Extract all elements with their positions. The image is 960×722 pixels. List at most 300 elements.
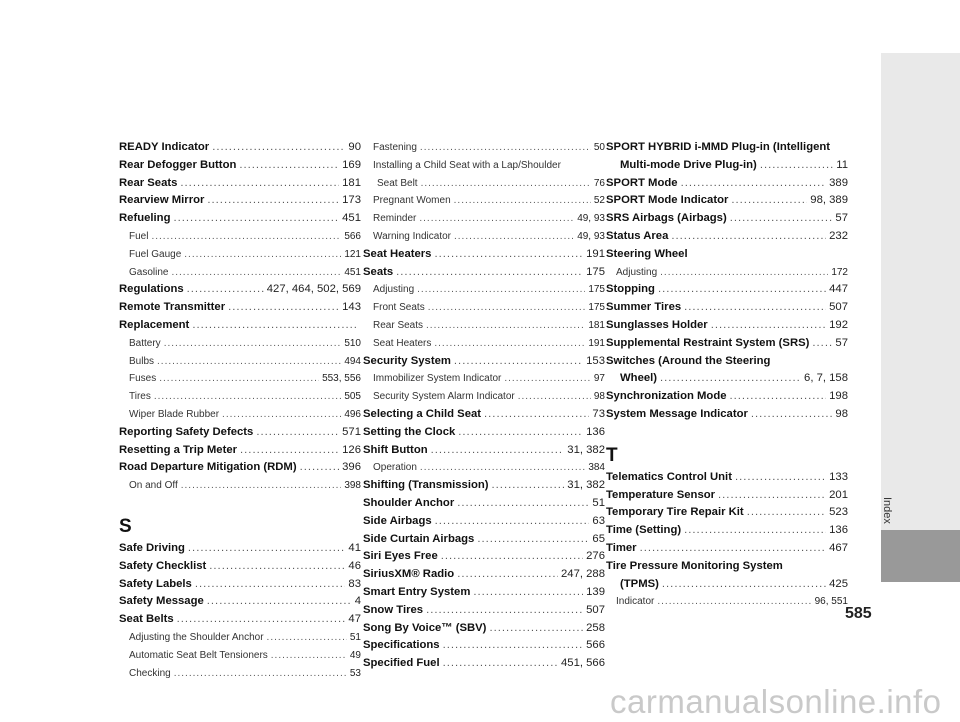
index-entry[interactable] (119, 424, 361, 442)
index-entry[interactable] (363, 655, 605, 673)
index-subentry[interactable] (119, 388, 361, 406)
leader-dots (192, 317, 358, 335)
entry-text: Safety Checklist (119, 559, 207, 572)
leader-dots (751, 406, 833, 424)
entry-text: Siri Eyes Free (363, 550, 438, 563)
entry-text: READY Indicator (119, 141, 210, 153)
leader-dots (731, 192, 807, 210)
index-entry[interactable] (363, 513, 605, 531)
leader-dots (428, 299, 586, 317)
entry-page-ref[interactable]: 57 (835, 336, 848, 349)
index-subentry[interactable] (363, 157, 605, 175)
entry-text: Safe Driving (119, 541, 185, 554)
leader-dots (457, 566, 558, 584)
leader-dots (518, 388, 591, 406)
entry-page-ref[interactable]: 507 (829, 301, 848, 314)
index-entry[interactable] (119, 540, 361, 558)
entry-page-ref[interactable]: 50 (593, 142, 605, 153)
entry-text: Selecting a Child Seat (363, 407, 482, 420)
index-subentry[interactable] (119, 629, 361, 647)
index-entry[interactable] (119, 576, 361, 594)
index-entry[interactable] (363, 264, 605, 282)
entry-page-ref[interactable]: 98 (593, 391, 605, 403)
entry-page-ref[interactable]: 505 (344, 391, 361, 403)
entry-page-ref[interactable]: 571 (342, 425, 361, 438)
entry-text: Specifications (363, 639, 440, 652)
entry-text: Rear Defogger Button (119, 158, 237, 171)
entry-page-ref[interactable]: 181 (588, 319, 605, 331)
entry-text: Wiper Blade Rubber (129, 408, 220, 420)
entry-page-ref[interactable]: 49, 93 (577, 213, 605, 225)
index-entry[interactable] (363, 566, 605, 584)
entry-page-ref[interactable]: 510 (344, 337, 361, 349)
entry-text: Regulations (119, 283, 184, 296)
entry-page-ref[interactable]: 175 (586, 265, 605, 278)
entry-page-ref[interactable]: 41 (348, 541, 361, 554)
leader-dots (484, 406, 589, 424)
entry-page-ref[interactable]: 191 (586, 247, 605, 260)
entry-page-ref[interactable]: 447 (829, 283, 848, 296)
entry-page-ref[interactable]: 494 (344, 355, 361, 367)
index-subentry[interactable] (119, 246, 361, 264)
entry-page-ref[interactable]: 389 (829, 176, 848, 189)
entry-page-ref[interactable]: 451 (342, 212, 361, 225)
entry-text: Replacement (119, 318, 190, 331)
entry-text: Song By Voice™ (SBV) (363, 621, 487, 634)
leader-dots (441, 548, 583, 566)
index-subentry[interactable] (363, 459, 605, 477)
entry-text: Smart Entry System (363, 585, 471, 598)
entry-text: On and Off (129, 480, 178, 492)
leader-dots (735, 469, 826, 487)
leader-dots (173, 210, 339, 228)
leader-dots (417, 281, 585, 299)
entry-page-ref[interactable]: 198 (829, 390, 848, 403)
index-subentry[interactable] (363, 175, 605, 193)
index-entry[interactable] (119, 317, 361, 335)
entry-text: Safety Labels (119, 577, 192, 590)
index-column-1 (119, 139, 361, 682)
entry-text: Supplemental Restraint System (SRS) (606, 336, 810, 349)
index-entry[interactable] (363, 246, 605, 264)
index-entry[interactable] (119, 611, 361, 629)
index-entry[interactable] (119, 459, 361, 477)
index-entry[interactable] (606, 576, 848, 594)
index-subentry[interactable] (363, 388, 605, 406)
leader-dots (443, 655, 558, 673)
index-entry[interactable] (606, 558, 848, 576)
entry-text: Remote Transmitter (119, 301, 226, 314)
entry-text: Safety Message (119, 595, 204, 608)
leader-dots (207, 192, 339, 210)
entry-page-ref[interactable]: 65 (592, 532, 605, 545)
leader-dots (256, 424, 339, 442)
entry-page-ref[interactable]: 451 (344, 266, 361, 278)
entry-page-ref[interactable]: 496 (344, 408, 361, 420)
leader-dots (228, 299, 339, 317)
entry-text: Setting the Clock (363, 425, 456, 438)
entry-page-ref[interactable]: 247, 288 (561, 568, 605, 581)
entry-text: Temporary Tire Repair Kit (606, 506, 744, 519)
leader-dots (658, 281, 826, 299)
entry-text: Shift Button (363, 443, 428, 456)
leader-dots (396, 264, 583, 282)
index-entry[interactable] (363, 406, 605, 424)
leader-dots (180, 175, 339, 193)
entry-text: Steering Wheel (606, 247, 688, 260)
entry-page-ref[interactable]: 169 (342, 158, 361, 171)
entry-page-ref[interactable]: 31, 382 (567, 443, 605, 456)
leader-dots (730, 388, 827, 406)
index-entry[interactable] (606, 228, 848, 246)
entry-page-ref[interactable]: 46 (348, 559, 361, 572)
entry-text: Operation (373, 462, 417, 474)
entry-page-ref[interactable]: 90 (348, 141, 361, 153)
entry-page-ref[interactable]: 258 (586, 621, 605, 634)
index-subentry[interactable] (119, 665, 361, 683)
leader-dots (188, 540, 346, 558)
index-entry[interactable] (606, 192, 848, 210)
index-subentry[interactable] (606, 593, 848, 611)
index-entry[interactable] (606, 281, 848, 299)
entry-text: Fuel Gauge (129, 248, 182, 260)
index-subentry[interactable] (119, 264, 361, 282)
leader-dots (177, 611, 346, 629)
leader-dots (435, 513, 590, 531)
index-subentry[interactable] (363, 192, 605, 210)
entry-text: Fuses (129, 373, 157, 385)
leader-dots (454, 228, 574, 246)
entry-page-ref[interactable]: 136 (586, 425, 605, 438)
entry-page-ref[interactable]: 201 (829, 488, 848, 501)
leader-dots (154, 388, 341, 406)
leader-dots (684, 299, 826, 317)
leader-dots (426, 317, 585, 335)
entry-text: Checking (129, 667, 171, 679)
entry-text: Seat Belts (119, 613, 174, 626)
entry-page-ref[interactable]: 6, 7, 158 (804, 372, 848, 385)
index-entry[interactable] (606, 540, 848, 558)
entry-page-ref[interactable]: 276 (586, 550, 605, 563)
index-entry[interactable] (119, 157, 361, 175)
leader-dots (711, 317, 826, 335)
entry-page-ref[interactable]: 507 (586, 603, 605, 616)
entry-page-ref[interactable]: 47 (348, 613, 361, 626)
section-letter: T (606, 444, 618, 466)
entry-page-ref[interactable]: 49, 93 (577, 230, 605, 242)
entry-page-ref[interactable]: 98 (835, 407, 848, 420)
index-entry[interactable] (119, 175, 361, 193)
entry-page-ref[interactable]: 172 (831, 266, 848, 278)
entry-text: Specified Fuel (363, 657, 440, 670)
entry-text: SRS Airbags (Airbags) (606, 212, 727, 225)
index-entry[interactable] (606, 139, 848, 157)
index-entry[interactable] (363, 495, 605, 513)
index-entry[interactable] (363, 353, 605, 371)
entry-page-ref[interactable]: 181 (342, 176, 361, 189)
index-entry[interactable] (119, 210, 361, 228)
leader-dots (174, 665, 347, 683)
entry-page-ref[interactable]: 52 (593, 195, 605, 207)
index-subentry[interactable] (119, 228, 361, 246)
entry-text: Reminder (373, 213, 417, 225)
entry-text: Rear Seats (373, 319, 424, 331)
entry-page-ref[interactable]: 175 (588, 302, 605, 314)
index-entry[interactable] (606, 522, 848, 540)
entry-page-ref[interactable]: 566 (586, 639, 605, 652)
index-sidebar (881, 0, 960, 722)
leader-dots (812, 335, 832, 353)
index-entry[interactable] (606, 335, 848, 353)
leader-dots (419, 210, 574, 228)
entry-text: Gasoline (129, 266, 169, 278)
entry-page-ref[interactable]: 63 (592, 514, 605, 527)
leader-dots (457, 495, 589, 513)
index-entry[interactable] (363, 548, 605, 566)
leader-dots (504, 370, 591, 388)
leader-dots (671, 228, 826, 246)
entry-text: SPORT Mode (606, 176, 678, 189)
index-entry[interactable] (606, 210, 848, 228)
entry-text: Status Area (606, 229, 669, 242)
entry-page-ref[interactable]: 97 (593, 373, 605, 385)
index-subentry[interactable] (119, 406, 361, 424)
index-entry[interactable] (363, 424, 605, 442)
entry-text: Side Curtain Airbags (363, 532, 475, 545)
entry-page-ref[interactable]: 51 (592, 496, 605, 509)
entry-page-ref[interactable]: 121 (344, 248, 361, 260)
leader-dots (157, 353, 341, 371)
index-entry[interactable] (119, 593, 361, 611)
leader-dots (171, 264, 341, 282)
entry-text: Installing a Child Seat with a Lap/Shoulder (373, 159, 561, 171)
entry-text: Pregnant Women (373, 195, 451, 207)
leader-dots (267, 629, 347, 647)
entry-page-ref[interactable]: 467 (829, 541, 848, 554)
leader-dots (458, 424, 583, 442)
leader-dots (426, 602, 583, 620)
index-subentry[interactable] (119, 353, 361, 371)
index-entry[interactable] (606, 487, 848, 505)
entry-text: Warning Indicator (373, 230, 451, 242)
entry-page-ref[interactable]: 143 (342, 301, 361, 314)
entry-page-ref[interactable]: 76 (593, 177, 605, 189)
index-entry[interactable] (119, 442, 361, 460)
entry-page-ref[interactable]: 175 (588, 284, 605, 296)
entry-text: Snow Tires (363, 603, 424, 616)
index-entry[interactable] (119, 281, 361, 299)
index-entry[interactable] (363, 637, 605, 655)
leader-dots (492, 477, 565, 495)
entry-text: Fuel (129, 230, 149, 242)
leader-dots (222, 406, 341, 424)
leader-dots (271, 647, 347, 665)
index-entry[interactable] (606, 388, 848, 406)
entry-page-ref[interactable]: 396 (342, 461, 361, 474)
entry-text: Seat Heaters (373, 337, 432, 349)
entry-page-ref[interactable]: 153 (586, 354, 605, 367)
page-number: 585 (845, 605, 872, 622)
entry-page-ref[interactable]: 83 (348, 577, 361, 590)
index-subentry[interactable] (363, 281, 605, 299)
entry-text: Automatic Seat Belt Tensioners (129, 649, 268, 661)
entry-page-ref[interactable]: 96, 551 (814, 596, 848, 608)
leader-dots (434, 335, 585, 353)
entry-page-ref[interactable]: 133 (829, 470, 848, 483)
entry-text: Summer Tires (606, 301, 682, 314)
index-column-2 (363, 139, 605, 673)
leader-dots (657, 593, 811, 611)
entry-text: Refueling (119, 212, 171, 225)
entry-text: Tire Pressure Monitoring System (606, 559, 783, 572)
entry-text: Shifting (Transmission) (363, 479, 489, 492)
index-entry[interactable] (606, 469, 848, 487)
entry-text: System Message Indicator (606, 407, 748, 420)
entry-text: SPORT HYBRID i-MMD Plug-in (Intelligent (606, 141, 831, 153)
leader-dots (159, 370, 319, 388)
index-subentry[interactable] (606, 264, 848, 282)
leader-dots (431, 442, 565, 460)
entry-page-ref[interactable]: 51 (349, 631, 361, 643)
index-entry[interactable] (119, 558, 361, 576)
entry-page-ref[interactable]: 398 (344, 480, 361, 492)
leader-dots (240, 442, 339, 460)
leader-dots (421, 175, 591, 193)
leader-dots (207, 593, 352, 611)
index-subentry[interactable] (119, 647, 361, 665)
entry-page-ref[interactable]: 4 (354, 595, 361, 608)
entry-page-ref[interactable]: 57 (835, 212, 848, 225)
leader-dots (660, 264, 828, 282)
index-entry[interactable] (363, 477, 605, 495)
index-entry[interactable] (119, 139, 361, 157)
leader-dots (212, 139, 345, 157)
index-entry[interactable] (119, 192, 361, 210)
index-entry[interactable] (606, 353, 848, 371)
entry-text: Multi-mode Drive Plug-in) (620, 158, 757, 171)
leader-dots (187, 281, 264, 299)
index-entry[interactable] (606, 370, 848, 388)
index-entry[interactable] (606, 317, 848, 335)
leader-dots (195, 576, 346, 594)
entry-page-ref[interactable]: 384 (588, 462, 605, 474)
leader-dots (640, 540, 827, 558)
index-entry[interactable] (606, 299, 848, 317)
index-column-3 (606, 139, 848, 611)
watermark-text: carmanualsonline.info (610, 683, 942, 720)
entry-text: (TPMS) (620, 577, 659, 590)
leader-dots (730, 210, 833, 228)
index-subentry[interactable] (363, 317, 605, 335)
leader-dots (239, 157, 339, 175)
entry-page-ref[interactable]: 136 (829, 524, 848, 537)
entry-page-ref[interactable]: 523 (829, 506, 848, 519)
index-subentry[interactable] (363, 139, 605, 157)
leader-dots (473, 584, 583, 602)
index-subentry[interactable] (363, 210, 605, 228)
entry-page-ref[interactable]: 126 (342, 443, 361, 456)
sidebar-tab-background (881, 0, 960, 582)
index-subentry[interactable] (119, 477, 361, 495)
entry-page-ref[interactable]: 98, 389 (810, 194, 848, 207)
entry-page-ref[interactable]: 427, 464, 502, 569 (266, 283, 361, 296)
leader-dots (489, 620, 583, 638)
index-entry[interactable] (119, 299, 361, 317)
index-entry[interactable] (606, 246, 848, 264)
entry-text: Side Airbags (363, 514, 432, 527)
index-entry[interactable] (363, 602, 605, 620)
index-subentry[interactable] (119, 370, 361, 388)
entry-text: Battery (129, 337, 161, 349)
index-subentry[interactable] (363, 299, 605, 317)
index-section-marker (881, 530, 960, 582)
index-entry[interactable] (363, 584, 605, 602)
entry-page-ref[interactable]: 31, 382 (567, 479, 605, 492)
entry-page-ref[interactable]: 192 (829, 318, 848, 331)
leader-dots (420, 139, 591, 157)
leader-dots (681, 175, 827, 193)
index-subentry[interactable] (363, 228, 605, 246)
index-subentry[interactable] (363, 335, 605, 353)
entry-text: Adjusting (373, 284, 415, 296)
entry-page-ref[interactable]: 73 (592, 407, 605, 420)
entry-text: Reporting Safety Defects (119, 425, 254, 438)
leader-dots (747, 504, 826, 522)
entry-page-ref[interactable]: 53 (349, 667, 361, 679)
entry-page-ref[interactable]: 191 (588, 337, 605, 349)
index-entry[interactable] (363, 531, 605, 549)
index-entry[interactable] (363, 442, 605, 460)
index-side-label[interactable]: Index (881, 497, 893, 524)
leader-dots (434, 246, 583, 264)
leader-dots (181, 477, 342, 495)
entry-text: Telematics Control Unit (606, 470, 732, 483)
index-subentry[interactable] (119, 335, 361, 353)
entry-text: Adjusting the Shoulder Anchor (129, 631, 264, 643)
entry-text: Timer (606, 541, 637, 554)
entry-text: Bulbs (129, 355, 155, 367)
entry-text: Rearview Mirror (119, 194, 205, 207)
index-entry[interactable] (606, 406, 848, 424)
index-entry[interactable] (606, 175, 848, 193)
leader-dots (454, 353, 583, 371)
entry-text: Fastening (373, 142, 417, 153)
leader-dots (443, 637, 584, 655)
entry-text: Security System (363, 354, 451, 367)
index-entry[interactable] (606, 157, 848, 175)
entry-text: Seats (363, 265, 394, 278)
entry-page-ref[interactable]: 139 (586, 585, 605, 598)
entry-text: SiriusXM® Radio (363, 568, 455, 581)
leader-dots (660, 370, 801, 388)
entry-page-ref[interactable]: 232 (829, 229, 848, 242)
leader-dots (151, 228, 341, 246)
index-entry[interactable] (363, 620, 605, 638)
entry-page-ref[interactable]: 173 (342, 194, 361, 207)
entry-page-ref[interactable]: 566 (344, 230, 361, 242)
entry-page-ref[interactable]: 451, 566 (561, 657, 605, 670)
leader-dots (684, 522, 826, 540)
entry-page-ref[interactable]: 425 (829, 577, 848, 590)
leader-dots (477, 531, 589, 549)
entry-page-ref[interactable]: 49 (349, 649, 361, 661)
entry-text: Resetting a Trip Meter (119, 443, 238, 456)
index-subentry[interactable] (363, 370, 605, 388)
entry-page-ref[interactable]: 553, 556 (322, 373, 361, 385)
section-letter: S (119, 515, 132, 537)
index-entry[interactable] (606, 504, 848, 522)
entry-page-ref[interactable]: 11 (836, 158, 848, 171)
